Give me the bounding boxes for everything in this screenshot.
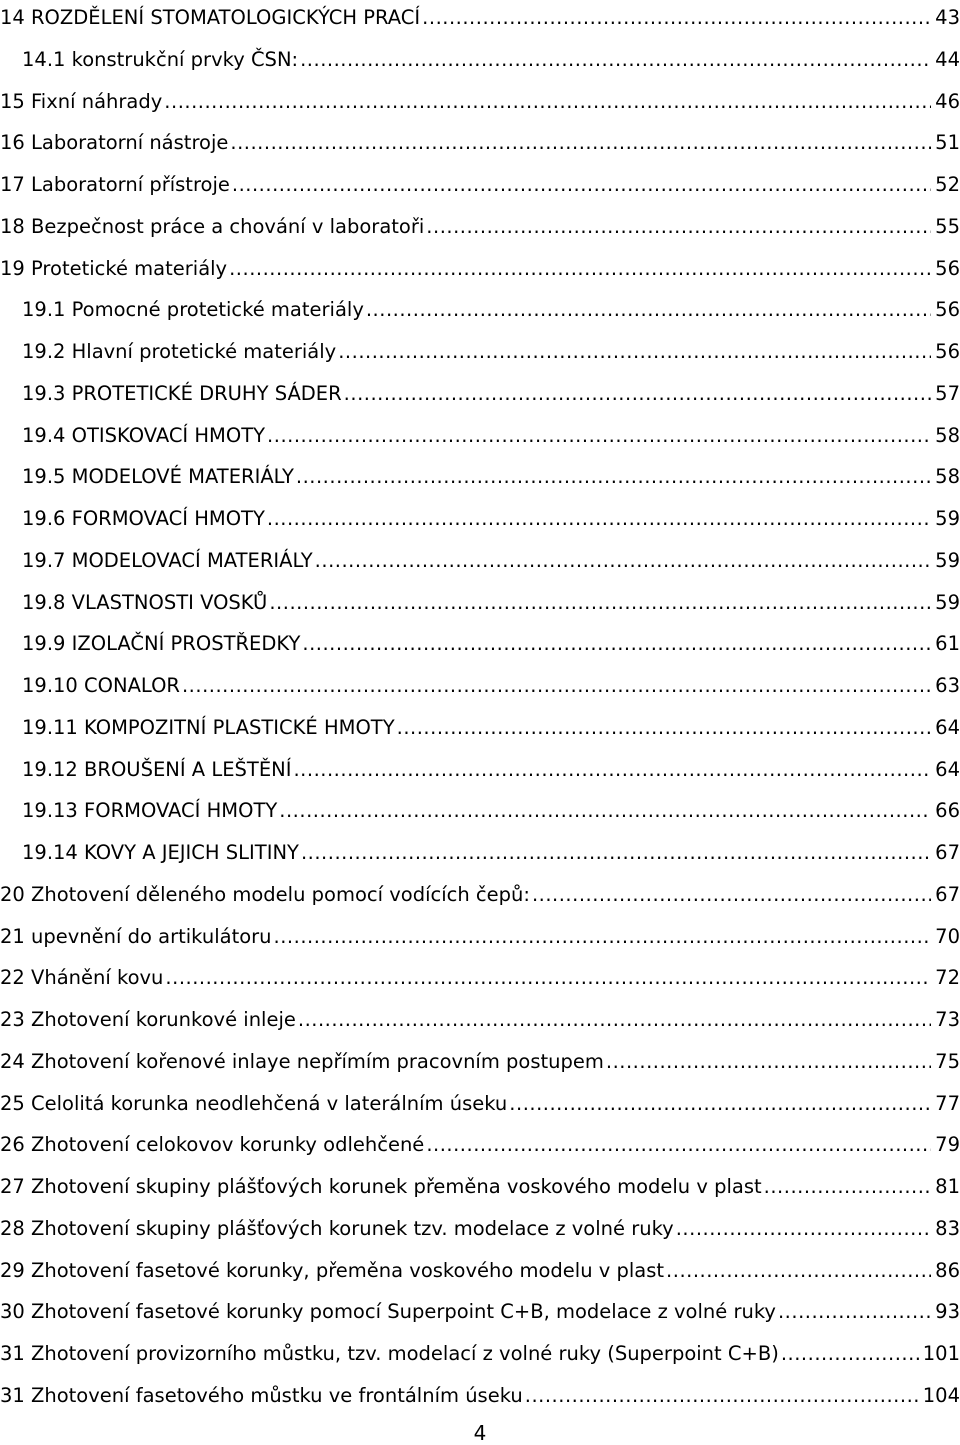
toc-entry-title: 24 Zhotovení kořenové inlaye nepřímím pracovním postupem	[0, 1049, 604, 1073]
toc-entry-page-number: 58	[935, 423, 960, 447]
toc-entry-title: 22 Vhánění kovu	[0, 966, 164, 990]
toc-entry-title: 19.11 KOMPOZITNÍ PLASTICKÉ HMOTY	[22, 715, 395, 739]
toc-dot-leader	[300, 45, 931, 75]
toc-entry-title: 19.7 MODELOVACÍ MATERIÁLY	[22, 548, 313, 572]
toc-entry[interactable]	[0, 1214, 960, 1244]
toc-entry-title: 19.8 VLASTNOSTI VOSKŮ	[22, 590, 268, 614]
toc-entry-page-number: 59	[935, 548, 960, 572]
toc-entry-title: 14.1 konstrukční prvky ČSN:	[22, 47, 299, 71]
toc-entry-title: 19.12 BROUŠENÍ A LEŠTĚNÍ	[22, 757, 292, 781]
toc-entry-title: 19.3 PROTETICKÉ DRUHY SÁDER	[22, 381, 342, 405]
toc-entry-page-number: 61	[935, 632, 960, 656]
toc-dot-leader	[315, 546, 932, 576]
toc-dot-leader	[165, 963, 931, 993]
toc-entry[interactable]	[22, 421, 960, 451]
toc-entry-page-number: 51	[935, 131, 960, 155]
toc-entry-page-number: 72	[935, 966, 960, 990]
toc-entry-title: 19.5 MODELOVÉ MATERIÁLY	[22, 465, 294, 489]
toc-entry[interactable]	[22, 546, 960, 576]
toc-dot-leader	[344, 379, 932, 409]
toc-entry[interactable]	[0, 3, 960, 33]
toc-entry[interactable]	[0, 1130, 960, 1160]
toc-entry[interactable]	[0, 170, 960, 200]
toc-dot-leader	[230, 128, 931, 158]
toc-entry-title: 25 Celolitá korunka neodlehčená v laterálním úseku	[0, 1091, 508, 1115]
toc-entry[interactable]	[0, 1256, 960, 1286]
toc-dot-leader	[164, 87, 931, 117]
toc-entry-page-number: 73	[935, 1008, 960, 1031]
toc-entry[interactable]	[0, 880, 960, 910]
toc-entry-page-number: 56	[935, 340, 960, 363]
toc-entry-page-number: 79	[935, 1133, 960, 1157]
toc-entry-page-number: 46	[935, 89, 960, 113]
toc-entry[interactable]	[22, 45, 960, 75]
toc-dot-leader	[269, 588, 931, 618]
toc-dot-leader	[606, 1047, 931, 1077]
toc-entry-page-number: 64	[935, 757, 960, 781]
toc-entry[interactable]	[0, 1339, 960, 1369]
toc-dot-leader	[267, 421, 931, 451]
toc-entry-page-number: 67	[935, 841, 960, 864]
toc-entry[interactable]	[0, 963, 960, 993]
toc-entry[interactable]	[0, 1381, 960, 1411]
toc-entry-page-number: 56	[935, 256, 960, 280]
toc-dot-leader	[232, 170, 931, 200]
toc-dot-leader	[509, 1089, 931, 1119]
toc-entry-page-number: 43	[935, 6, 960, 29]
toc-entry[interactable]	[0, 1089, 960, 1119]
toc-entry[interactable]	[22, 755, 960, 785]
toc-entry-title: 16 Laboratorní nástroje	[0, 131, 229, 155]
toc-entry[interactable]	[22, 713, 960, 743]
toc-dot-leader	[366, 295, 931, 325]
toc-entry-title: 15 Fixní náhrady	[0, 89, 163, 113]
toc-entry-page-number: 86	[935, 1258, 960, 1282]
toc-entry-title: 17 Laboratorní přístroje	[0, 173, 230, 196]
toc-dot-leader	[267, 504, 931, 534]
toc-dot-leader	[426, 212, 931, 242]
toc-entry[interactable]	[0, 128, 960, 158]
toc-entry-title: 14 ROZDĚLENÍ STOMATOLOGICKÝCH PRACÍ	[0, 6, 421, 29]
toc-entry-title: 19.13 FORMOVACÍ HMOTY	[22, 799, 278, 823]
toc-entry-title: 19.4 OTISKOVACÍ HMOTY	[22, 423, 266, 447]
toc-entry-title: 27 Zhotovení skupiny plášťových korunek přeměna voskového modelu v plast	[0, 1175, 762, 1198]
toc-dot-leader	[293, 755, 931, 785]
toc-entry-page-number: 83	[935, 1216, 960, 1240]
toc-entry[interactable]	[22, 671, 960, 701]
toc-dot-leader	[279, 796, 931, 826]
toc-dot-leader	[182, 671, 931, 701]
toc-entry[interactable]	[22, 838, 960, 868]
toc-dot-leader	[422, 3, 931, 33]
toc-entry-title: 18 Bezpečnost práce a chování v laboratoři	[0, 214, 425, 238]
toc-entry[interactable]	[0, 1297, 960, 1327]
toc-entry-title: 21 upevnění do artikulátoru	[0, 924, 272, 948]
toc-entry[interactable]	[22, 337, 960, 367]
toc-dot-leader	[338, 337, 931, 367]
toc-entry[interactable]	[0, 254, 960, 284]
toc-dot-leader	[778, 1297, 931, 1327]
toc-entry-page-number: 101	[922, 1342, 960, 1365]
toc-entry-page-number: 56	[935, 298, 960, 322]
toc-dot-leader	[298, 1005, 931, 1035]
toc-entry[interactable]	[0, 1005, 960, 1035]
toc-entry-page-number: 63	[935, 674, 960, 697]
toc-entry-title: 20 Zhotovení děleného modelu pomocí vodících čepů:	[0, 882, 530, 906]
toc-entry-page-number: 59	[935, 590, 960, 614]
toc-entry[interactable]	[22, 295, 960, 325]
toc-entry-page-number: 59	[935, 507, 960, 530]
toc-dot-leader	[525, 1381, 919, 1411]
toc-entry-title: 19 Protetické materiály	[0, 256, 228, 280]
toc-entry-page-number: 104	[922, 1383, 960, 1407]
toc-entry-page-number: 55	[935, 214, 960, 238]
toc-entry-title: 19.2 Hlavní protetické materiály	[22, 340, 337, 363]
toc-entry-page-number: 58	[935, 465, 960, 489]
toc-entry[interactable]	[0, 87, 960, 117]
toc-entry-page-number: 57	[935, 381, 960, 405]
toc-entry-title: 19.6 FORMOVACÍ HMOTY	[22, 507, 265, 530]
toc-dot-leader	[781, 1339, 919, 1369]
toc-entry[interactable]	[22, 796, 960, 826]
toc-dot-leader	[666, 1256, 931, 1286]
toc-dot-leader	[397, 713, 932, 743]
toc-entry[interactable]	[22, 462, 960, 492]
toc-dot-leader	[274, 922, 932, 952]
toc-dot-leader	[301, 838, 931, 868]
toc-entry[interactable]	[0, 922, 960, 952]
toc-entry-page-number: 77	[935, 1091, 960, 1115]
toc-entry-page-number: 52	[935, 173, 960, 196]
toc-dot-leader	[229, 254, 931, 284]
toc-entry-title: 30 Zhotovení fasetové korunky pomocí Superpoint C+B, modelace z volné ruky	[0, 1300, 776, 1324]
toc-entry[interactable]	[22, 629, 960, 659]
toc-entry-page-number: 75	[935, 1049, 960, 1073]
toc-dot-leader	[764, 1172, 932, 1202]
toc-entry-title: 28 Zhotovení skupiny plášťových korunek tzv. modelace z volné ruky	[0, 1216, 674, 1240]
page-number: 4	[473, 1421, 487, 1445]
toc-entry-title: 19.9 IZOLAČNÍ PROSTŘEDKY	[22, 632, 301, 656]
toc-entry-title: 19.1 Pomocné protetické materiály	[22, 298, 364, 322]
toc-entry-page-number: 64	[935, 715, 960, 739]
toc-entry-title: 29 Zhotovení fasetové korunky, přeměna voskového modelu v plast	[0, 1258, 665, 1282]
toc-entry[interactable]	[0, 212, 960, 242]
toc-entry-title: 31 Zhotovení provizorního můstku, tzv. modelací z volné ruky (Superpoint C+B)	[0, 1342, 779, 1365]
toc-entry-title: 23 Zhotovení korunkové inleje	[0, 1008, 296, 1031]
toc-dot-leader	[302, 629, 931, 659]
toc-entry-page-number: 44	[935, 47, 960, 71]
toc-entry-title: 19.14 KOVY A JEJICH SLITINY	[22, 841, 299, 864]
toc-entry-page-number: 81	[935, 1175, 960, 1198]
toc-dot-leader	[532, 880, 931, 910]
toc-entry-page-number: 67	[935, 882, 960, 906]
toc-dot-leader	[676, 1214, 931, 1244]
toc-entry[interactable]	[22, 588, 960, 618]
toc-entry-page-number: 93	[935, 1300, 960, 1324]
toc-entry-title: 26 Zhotovení celokovov korunky odlehčené	[0, 1133, 425, 1157]
toc-entry-page-number: 66	[935, 799, 960, 823]
toc-dot-leader	[296, 462, 931, 492]
toc-entry-title: 31 Zhotovení fasetového můstku ve frontálním úseku	[0, 1383, 523, 1407]
toc-entry[interactable]	[0, 1047, 960, 1077]
toc-entry[interactable]	[22, 379, 960, 409]
toc-entry-page-number: 70	[935, 924, 960, 948]
toc-dot-leader	[426, 1130, 931, 1160]
toc-entry[interactable]	[22, 504, 960, 534]
toc-entry[interactable]	[0, 1172, 960, 1202]
toc-entry-title: 19.10 CONALOR	[22, 674, 180, 697]
